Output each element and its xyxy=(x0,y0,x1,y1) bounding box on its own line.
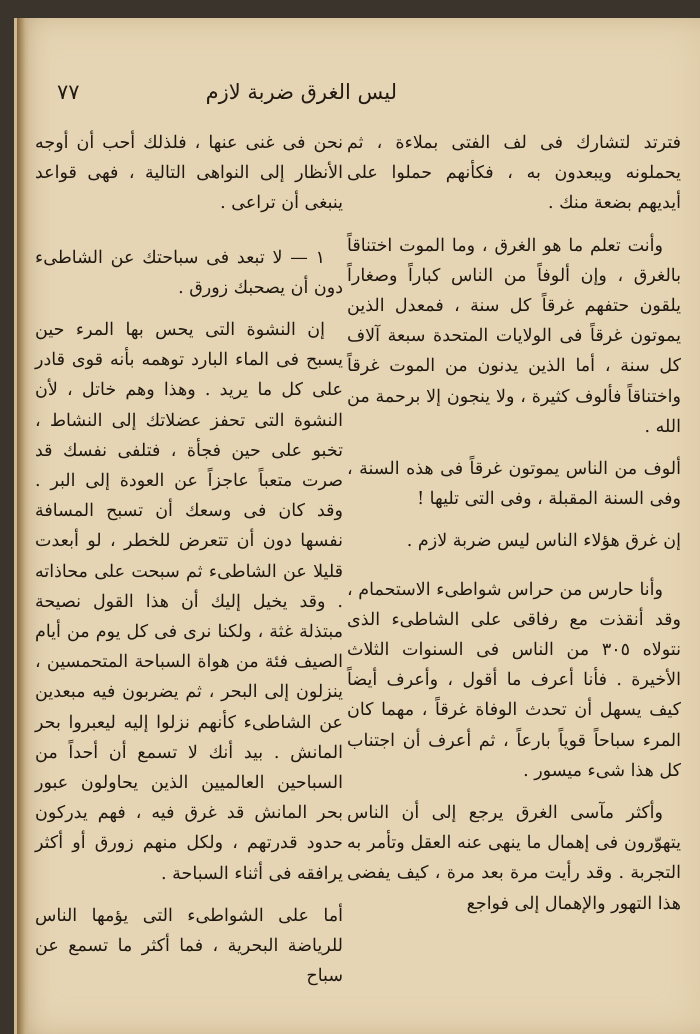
rule-heading: ١ — لا تبعد فى سباحتك عن الشاطىء دون أن يصحبك زورق . xyxy=(35,247,343,298)
book-page xyxy=(14,18,700,1034)
page-header xyxy=(57,80,647,120)
paragraph: أما على الشواطىء التى يؤمها الناس للرياضة البحرية ، فما أكثر ما تسمع عن سباح xyxy=(35,905,343,987)
paragraph: ألوف من الناس يموتون غرقاً فى هذه السنة ، وفى السنة المقبلة ، وفى التى تليها ! xyxy=(347,459,681,510)
right-column xyxy=(347,128,681,931)
paragraph: وأنا حارس من حراس شواطىء الاستحمام ، وقد أنقذت مع رفاقى على الشاطىء الذى نتولاه ٣٠٥ من الناس فى السنوات الثلاث الأخيرة . فأنا أعرف ما أقول ، وأعرف أيضاً كيف يسهل أن تحدث الوفاة غرقاً ، مهما كان المرء سباحاً قوياً بارعاً ، ثم أعرف أن اجتناب كل هذا شىء ميسور . xyxy=(347,579,681,781)
paragraph: نحن فى غنى عنها ، فلذلك أحب أن أوجه الأنظار إلى النواهى التالية ، فهى قواعد ينبغى أن تراعى . xyxy=(35,133,343,214)
paragraph: وأكثر مآسى الغرق يرجع إلى أن الناس يتهوّرون فى إهمال ما ينهى عنه العقل وتأمر به التجربة . وقد رأيت مرة بعد مرة ، كيف يفضى هذا التهور والإهمال إلى فواجع xyxy=(347,803,681,914)
running-head: ليس الغرق ضربة لازم xyxy=(205,80,397,104)
paragraph: فترتد لتشارك فى لف الفتى بملاءة ، ثم يحملونه ويبعدون به ، فكأنهم حملوا على أيديهم بضعة منك . xyxy=(347,133,681,214)
paragraph: إن غرق هؤلاء الناس ليس ضربة لازم . xyxy=(406,531,681,552)
paragraph: وأنت تعلم ما هو الغرق ، وما الموت اختناقاً بالغرق ، وإن ألوفاً من الناس كباراً وصغاراً يلقون حتفهم غرقاً كل سنة ، فمعدل الذين يموتون غرقاً فى الولايات المتحدة سبعة آلاف كل سنة ، أما الذين يدنون من الموت غرقاً واختناقاً فألوف كثيرة ، ولا ينجون إلا برحمة من الله . xyxy=(347,235,681,437)
left-column xyxy=(35,128,343,1003)
page-number: ٧٧ xyxy=(57,80,80,104)
paragraph: إن النشوة التى يحس بها المرء حين يسبح فى الماء البارد توهمه بأنه قوى قادر على كل ما يريد . وهذا وهم خاتل ، لأن النشوة التى تحفز عضلاتك إلى النشاط ، تخبو على حين فجأة ، فتلفى نفسك قد صرت متعباً عاجزاً عن العودة إلى البر . وقد كان فى وسعك أن تسبح المسافة نفسها دون أن تتعرض للخطر ، لو أبعدت قليلا عن الشاطىء ثم سبحت على محاذاته . وقد يخيل إليك أن هذا القول نصيحة مبتذلة غثة ، ولكنا نرى فى كل يوم من أيام الصيف فئة من هواة السباحة المتحمسين ، ينزلون إلى البحر ، ثم يضربون فيه مبعدين عن الشاطىء كأنهم نزلوا إليه ليعبروا بحر المانش . بيد أنك لا تسمع أن أحداً من السباحين العالميين الذين يحاولون عبور بحر المانش قد غرق فيه ، فهم يدركون حدود قدرتهم ، ولكل منهم زورق أو أكثر يرافقه فى أثناء السباحة . xyxy=(35,320,343,884)
page-binding-edge xyxy=(17,18,29,1034)
